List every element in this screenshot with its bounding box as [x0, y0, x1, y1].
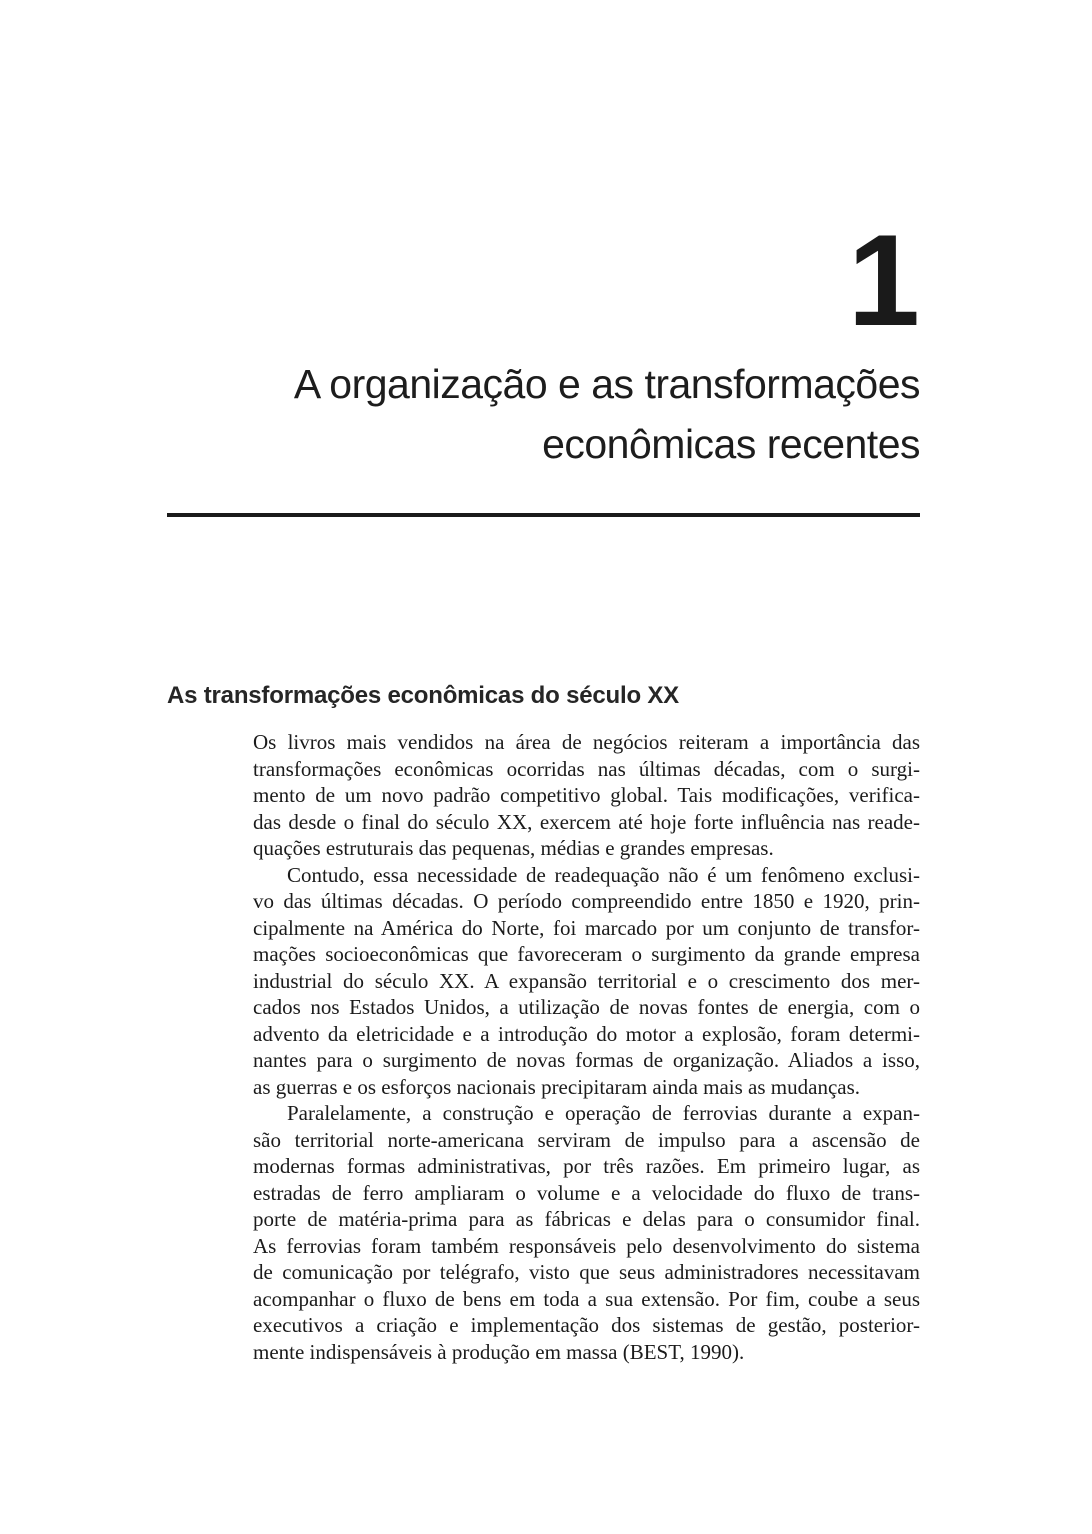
section-heading: As transformações econômicas do século XX [167, 682, 679, 709]
text-line: advento da eletricidade e a introdução do motor a explosão, foram determi- [253, 1021, 920, 1046]
text-line: modernas formas administrativas, por três razões. Em primeiro lugar, as [253, 1154, 920, 1178]
text-line: porte de matéria-prima para as fábricas e delas para o consumidor final. [253, 1207, 920, 1231]
text-line: acompanhar o fluxo de bens em toda a sua extensão. Por fim, coube a seus [253, 1286, 920, 1311]
divider-rule [167, 513, 920, 517]
chapter-title [160, 354, 920, 474]
paragraph [253, 1100, 920, 1365]
text-line: mente indispensáveis à produção em massa (BEST, 1990). [253, 1339, 745, 1364]
text-line: mações socioeconômicas que favoreceram o surgimento da grande empresa [253, 942, 920, 966]
text-line: estradas de ferro ampliaram o volume e a velocidade do fluxo de trans- [253, 1180, 920, 1205]
text-line: quações estruturais das pequenas, médias e grandes empresas. [253, 836, 774, 860]
paragraph [253, 862, 920, 1101]
paragraph [253, 729, 920, 862]
text-line: Contudo, essa necessidade de readequação não é um fenômeno exclusi- [287, 862, 920, 887]
chapter-title-line: A organização e as transformações [293, 361, 920, 407]
text-line: industrial do século XX. A expansão territorial e o crescimento dos mer- [253, 968, 920, 993]
chapter-number: 1 [847, 207, 920, 353]
text-line: cipalmente na América do Norte, foi marcado por um conjunto de transfor- [253, 915, 920, 940]
text-line: transformações econômicas ocorridas nas últimas décadas, com o surgi- [253, 756, 920, 781]
chapter-title-line: econômicas recentes [542, 421, 920, 467]
text-line: cados nos Estados Unidos, a utilização de novas fontes de energia, com o [253, 995, 920, 1019]
text-line: nantes para o surgimento de novas formas de organização. Aliados a isso, [253, 1048, 920, 1072]
text-line: são territorial norte-americana serviram de impulso para a ascensão de [253, 1127, 920, 1152]
text-line: vo das últimas décadas. O período compreendido entre 1850 e 1920, prin- [253, 889, 920, 913]
text-line: as guerras e os esforços nacionais precipitaram ainda mais as mudanças. [253, 1074, 861, 1099]
text-line: executivos a criação e implementação dos sistemas de gestão, posterior- [253, 1313, 920, 1337]
text-line: de comunicação por telégrafo, visto que seus administradores necessitavam [253, 1260, 920, 1284]
text-line: mento de um novo padrão competitivo global. Tais modificações, verifica- [253, 783, 920, 807]
body-text [253, 729, 920, 1365]
text-line: Paralelamente, a construção e operação de ferrovias durante a expan- [287, 1101, 920, 1125]
text-line: As ferrovias foram também responsáveis pelo desenvolvimento do sistema [253, 1233, 920, 1258]
text-line: das desde o final do século XX, exercem até hoje forte influência nas reade- [253, 809, 920, 834]
text-line: Os livros mais vendidos na área de negócios reiteram a importância das [253, 730, 920, 754]
